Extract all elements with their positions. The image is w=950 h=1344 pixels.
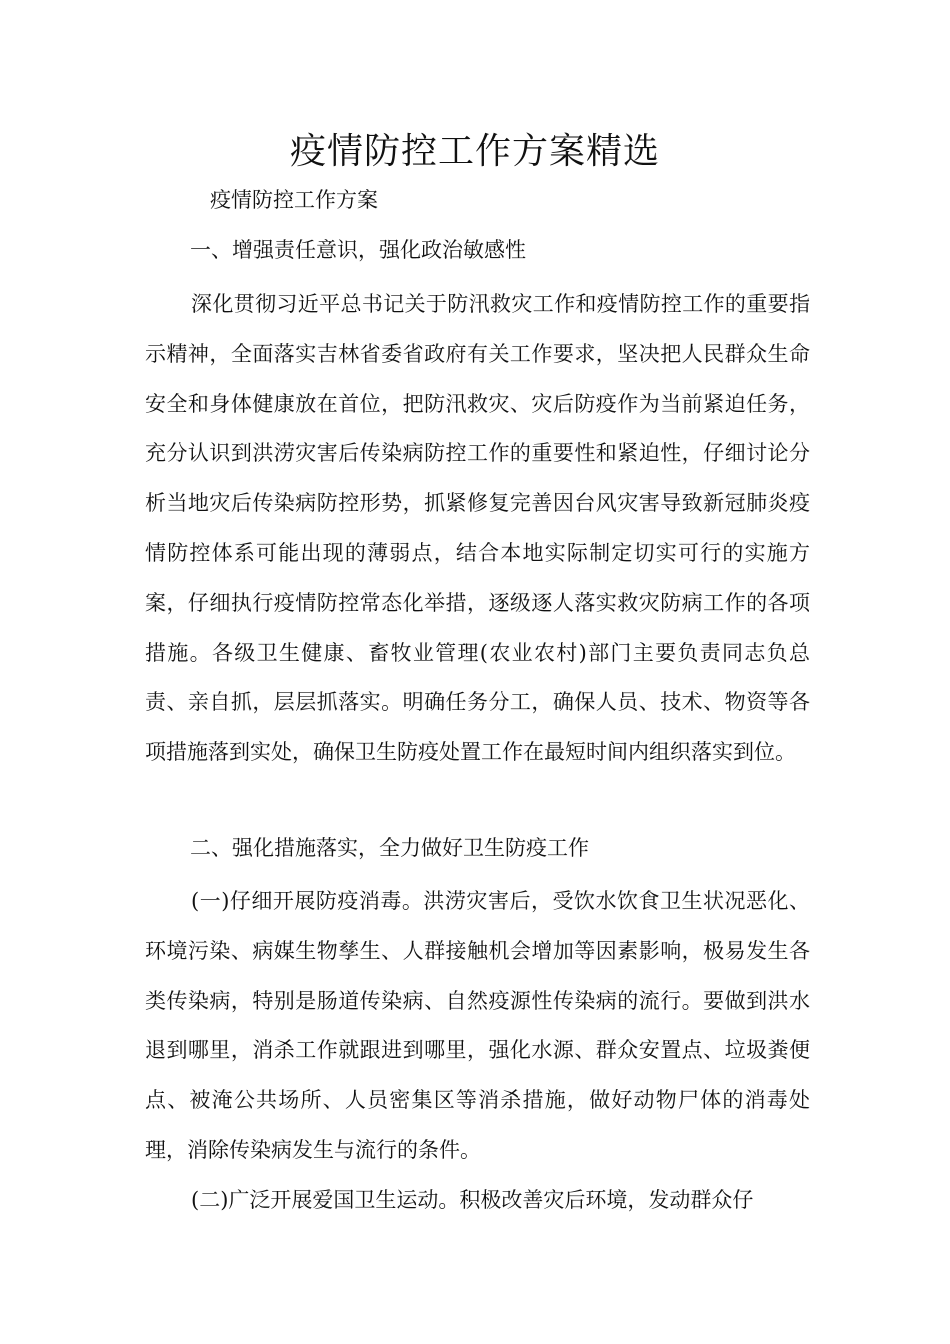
document-title: 疫情防控工作方案精选 (289, 131, 660, 172)
section-2-item-2: (二)广泛开展爱国卫生运动。积极改善灾后环境，发动群众仔 (191, 1188, 754, 1212)
document-subtitle: 疫情防控工作方案 (210, 188, 378, 212)
section-heading-2: 二、强化措施落实，全力做好卫生防疫工作 (190, 836, 589, 860)
section-1-paragraph: 深化贯彻习近平总书记关于防汛救灾工作和疫情防控工作的重要指示精神，全面落实吉林省委省政府有关工作要求，坚决把人民群众生命安全和身体健康放在首位，把防汛救灾、灾后防疫作为当前紧迫任务，充分认识到洪涝灾害后传染病防控工作的重要性和紧迫性，仔细讨论分析当地灾后传染病防控形势，抓紧修复完善因台风灾害导致新冠肺炎疫情防控体系可能出现的薄弱点，结合本地实际制定切实可行的实施方案，仔细执行疫情防控常态化举措，逐级逐人落实救灾防病工作的各项措施。各级卫生健康、畜牧业管理(农业农村)部门主要负责同志负总责、亲自抓，层层抓落实。明确任务分工，确保人员、技术、物资等各项措施落到实处，确保卫生防疫处置工作在最短时间内组织落实到位。 (145, 292, 810, 765)
section-heading-1: 一、增强责任意识，强化政治敏感性 (190, 238, 526, 262)
section-2-item-1: (一)仔细开展防疫消毒。洪涝灾害后，受饮水饮食卫生状况恶化、环境污染、病媒生物孳生、人群接触机会增加等因素影响，极易发生各类传染病，特别是肠道传染病、自然疫源性传染病的流行。要做到洪水退到哪里，消杀工作就跟进到哪里，强化水源、群众安置点、垃圾粪便点、被淹公共场所、人员密集区等消杀措施，做好动物尸体的消毒处理，消除传染病发生与流行的条件。 (145, 889, 810, 1162)
